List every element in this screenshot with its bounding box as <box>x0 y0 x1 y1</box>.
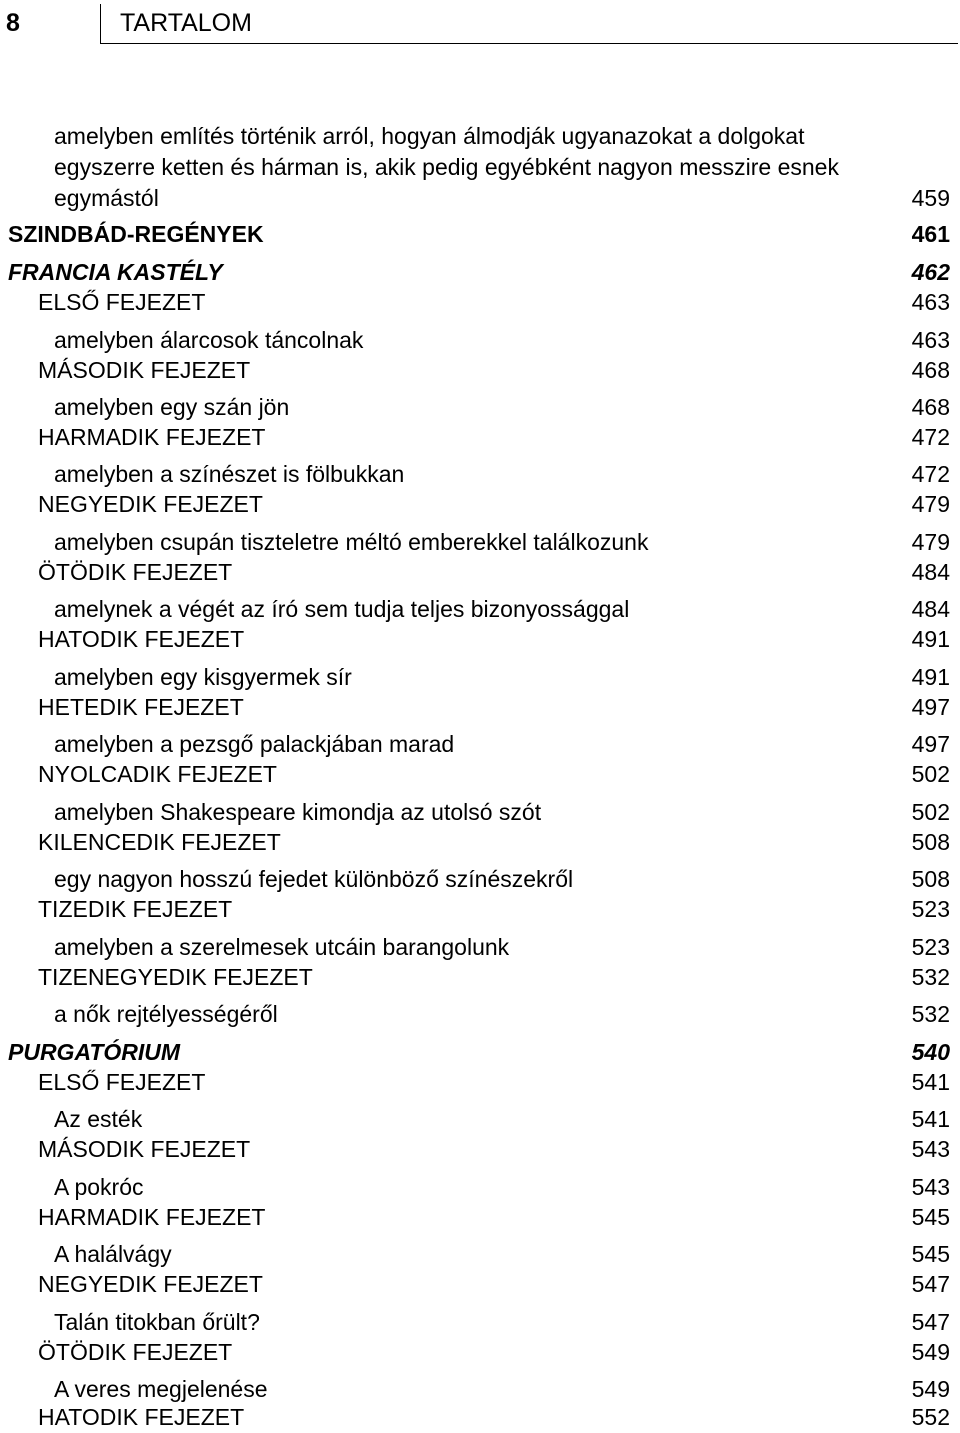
toc-page: 541 <box>911 1106 950 1132</box>
page-number: 8 <box>6 9 20 37</box>
toc-title: ÖTÖDIK FEJEZET <box>38 559 233 585</box>
toc-entry-subtitle <box>54 1171 950 1203</box>
toc-title: egy nagyon hosszú fejedet különböző színészekről <box>54 866 574 892</box>
toc-entry-chapter <box>38 826 950 858</box>
toc-entry-chapter <box>38 286 950 318</box>
toc-page: 508 <box>911 866 950 892</box>
toc-entry-subtitle <box>54 458 950 490</box>
toc-page: 552 <box>911 1404 950 1430</box>
toc-title: amelyben egy szán jön <box>54 394 290 420</box>
toc-entry-chapter <box>38 893 950 925</box>
toc-title: NYOLCADIK FEJEZET <box>38 761 277 787</box>
toc-page: 532 <box>911 964 950 990</box>
toc-title: ELSŐ FEJEZET <box>38 1069 206 1095</box>
toc-entry-chapter <box>38 691 950 723</box>
toc-entry-chapter <box>38 488 950 520</box>
toc-title: A halálvágy <box>54 1241 172 1267</box>
toc-entry-subtitle <box>54 1306 950 1338</box>
toc-line <box>54 183 950 214</box>
toc-title: Talán titokban őrült? <box>54 1309 260 1335</box>
toc-page: 468 <box>911 357 950 383</box>
toc-title: TIZENEGYEDIK FEJEZET <box>38 964 313 990</box>
toc-title: amelyben Shakespeare kimondja az utolsó szót <box>54 799 542 825</box>
toc-entry-subtitle <box>54 863 950 895</box>
toc-entry-chapter <box>38 1201 950 1233</box>
page-header <box>0 0 960 44</box>
toc-page: 502 <box>911 761 950 787</box>
toc-entry-part <box>8 218 950 250</box>
toc-title: A veres megjelenése <box>54 1376 268 1402</box>
toc-page: 491 <box>911 626 950 652</box>
toc-page: 484 <box>911 596 950 622</box>
toc-entry-subtitle <box>54 1238 950 1270</box>
toc-text: egymástól <box>54 185 159 211</box>
toc-page: 541 <box>911 1069 950 1095</box>
toc-title: ELSŐ FEJEZET <box>38 289 206 315</box>
toc-title: HARMADIK FEJEZET <box>38 424 266 450</box>
toc-entry-chapter <box>38 1401 950 1433</box>
toc-line <box>54 152 950 183</box>
toc-entry-chapter <box>38 623 950 655</box>
toc-entry-subtitle <box>54 998 950 1030</box>
toc-text: egyszerre ketten és hárman is, akik pedig egyébként nagyon messzire esnek <box>54 154 839 180</box>
toc-entry-subtitle <box>54 391 950 423</box>
toc-title: amelyben a szerelmesek utcáin barangolunk <box>54 934 510 960</box>
toc-title: MÁSODIK FEJEZET <box>38 1136 251 1162</box>
toc-page: 532 <box>911 1001 950 1027</box>
toc-title: amelyben a pezsgő palackjában marad <box>54 731 455 757</box>
toc-title: HATODIK FEJEZET <box>38 626 245 652</box>
toc-title: FRANCIA KASTÉLY <box>8 259 223 285</box>
toc-title: PURGATÓRIUM <box>8 1039 181 1065</box>
toc-page: 472 <box>911 424 950 450</box>
toc-line <box>54 121 950 152</box>
toc-page: 463 <box>911 289 950 315</box>
toc-page: 508 <box>911 829 950 855</box>
toc-title: HETEDIK FEJEZET <box>38 694 244 720</box>
toc-entry-chapter <box>38 961 950 993</box>
toc-page: 547 <box>911 1271 950 1297</box>
header-rule <box>100 43 958 44</box>
toc-title: amelyben álarcosok táncolnak <box>54 327 364 353</box>
toc-page: 497 <box>911 731 950 757</box>
toc-entry-subtitle <box>54 931 950 963</box>
toc-page: 459 <box>911 185 950 211</box>
toc-entry-chapter <box>38 1336 950 1368</box>
running-title: TARTALOM <box>120 9 252 37</box>
continued-entry <box>54 121 950 214</box>
toc-entry-chapter <box>38 556 950 588</box>
toc-title: A pokróc <box>54 1174 144 1200</box>
toc-entry-chapter <box>38 758 950 790</box>
toc-page: 549 <box>911 1339 950 1365</box>
toc-page: 540 <box>911 1039 950 1065</box>
toc-entry-subtitle <box>54 661 950 693</box>
toc-entry-subtitle <box>54 1103 950 1135</box>
header-divider <box>100 4 101 43</box>
toc-page: 502 <box>911 799 950 825</box>
toc-page: 463 <box>911 327 950 353</box>
toc-title: NEGYEDIK FEJEZET <box>38 1271 263 1297</box>
toc-page: 484 <box>911 559 950 585</box>
toc-page: 461 <box>911 221 950 247</box>
toc-page: 479 <box>911 491 950 517</box>
toc-text: amelyben említés történik arról, hogyan álmodják ugyanazokat a dolgokat <box>54 123 805 149</box>
toc-title: Az esték <box>54 1106 143 1132</box>
toc-page: 479 <box>911 529 950 555</box>
toc-title: MÁSODIK FEJEZET <box>38 357 251 383</box>
toc-entry-novel <box>8 1036 950 1068</box>
toc-entry-chapter <box>38 1066 950 1098</box>
toc-entry-chapter <box>38 421 950 453</box>
toc-entry-chapter <box>38 354 950 386</box>
toc-page: 523 <box>911 896 950 922</box>
toc-page: 472 <box>911 461 950 487</box>
toc-entry-subtitle <box>54 796 950 828</box>
toc-page: 547 <box>911 1309 950 1335</box>
toc-page: 497 <box>911 694 950 720</box>
toc-page: 543 <box>911 1136 950 1162</box>
toc-page: 468 <box>911 394 950 420</box>
toc-entry-chapter <box>38 1133 950 1165</box>
toc-title: a nők rejtélyességéről <box>54 1001 278 1027</box>
toc-title: NEGYEDIK FEJEZET <box>38 491 263 517</box>
toc-page: 462 <box>911 259 950 285</box>
toc-title: SZINDBÁD-REGÉNYEK <box>8 221 264 247</box>
toc-title: TIZEDIK FEJEZET <box>38 896 233 922</box>
toc-entry-subtitle <box>54 728 950 760</box>
toc-title: amelyben egy kisgyermek sír <box>54 664 352 690</box>
toc-entry-novel <box>8 256 950 288</box>
toc-page: 549 <box>911 1376 950 1402</box>
toc-title: amelynek a végét az író sem tudja teljes bizonyossággal <box>54 596 630 622</box>
toc-title: amelyben a színészet is fölbukkan <box>54 461 405 487</box>
toc-entry-subtitle <box>54 526 950 558</box>
toc-page: 545 <box>911 1204 950 1230</box>
toc-page: 523 <box>911 934 950 960</box>
toc-page: 543 <box>911 1174 950 1200</box>
toc-entry-subtitle <box>54 324 950 356</box>
toc-title: HARMADIK FEJEZET <box>38 1204 266 1230</box>
toc-title: amelyben csupán tiszteletre méltó emberekkel találkozunk <box>54 529 649 555</box>
toc-title: KILENCEDIK FEJEZET <box>38 829 281 855</box>
toc-title: HATODIK FEJEZET <box>38 1404 245 1430</box>
toc-page: 545 <box>911 1241 950 1267</box>
toc-page: 491 <box>911 664 950 690</box>
toc-title: ÖTÖDIK FEJEZET <box>38 1339 233 1365</box>
toc-entry-subtitle <box>54 593 950 625</box>
toc-entry-chapter <box>38 1268 950 1300</box>
